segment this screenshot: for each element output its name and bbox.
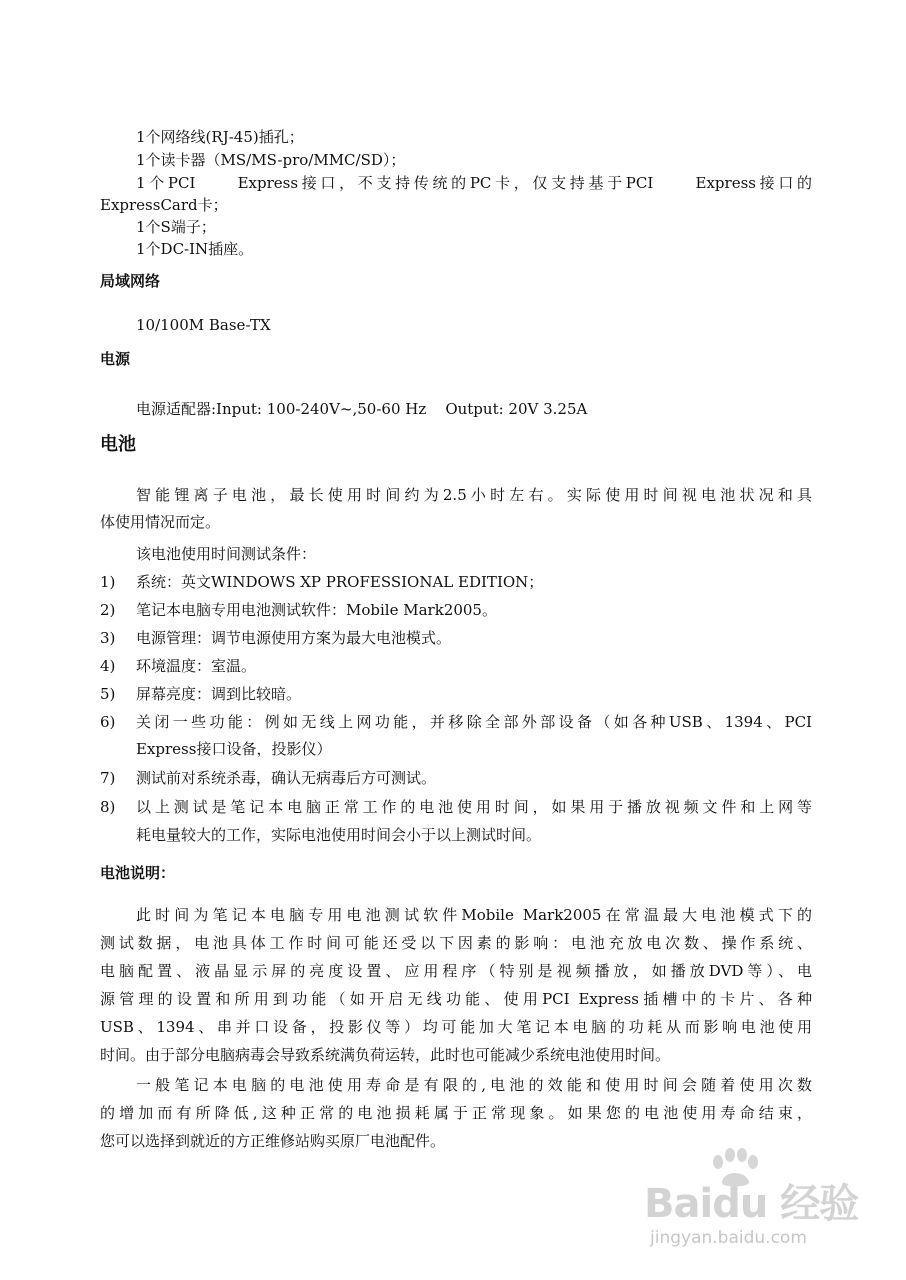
power-value: 电源适配器:Input: 100-240V~,50-60 Hz Output: 20V 3.25A <box>136 400 588 418</box>
condition-number: 1) <box>100 573 116 591</box>
condition-text-cont: Express接口设备，投影仪） <box>136 740 332 758</box>
condition-text: 系统：英文WINDOWS XP PROFESSIONAL EDITION； <box>136 573 544 591</box>
port-item-dc-in: 1个DC-IN插座。 <box>136 240 254 258</box>
lan-heading: 局域网络 <box>100 272 161 290</box>
condition-text: 屏幕亮度：调到比较暗。 <box>136 685 302 703</box>
baidu-watermark <box>640 1148 880 1258</box>
port-item-pci-express: 1个PCI Express接口，不支持传统的PC卡，仅支持基于PCI Express接口的 <box>136 174 812 192</box>
watermark-brand: Baidu 经验 <box>644 1181 859 1227</box>
paragraph-line: 源管理的设置和所用到功能（如开启无线功能、使用PCI Express插槽中的卡片、各种 <box>100 990 812 1008</box>
condition-number: 7) <box>100 769 116 787</box>
watermark-url: jingyan.baidu.com <box>650 1228 807 1248</box>
port-item-rj45: 1个网络线(RJ-45)插孔； <box>136 128 304 146</box>
port-item-pci-express-cont: ExpressCard卡； <box>100 196 228 214</box>
condition-text-cont: 耗电量较大的工作，实际电池使用时间会小于以上测试时间。 <box>136 826 542 844</box>
condition-number: 3) <box>100 629 116 647</box>
battery-desc-line-2: 体使用情况而定。 <box>100 513 221 531</box>
condition-number: 4) <box>100 657 116 675</box>
paragraph-line: 电脑配置、液晶显示屏的亮度设置、应用程序（特别是视频播放，如播放DVD等）、电 <box>100 962 812 980</box>
paragraph-line: 此时间为笔记本电脑专用电池测试软件Mobile Mark2005在常温最大电池模式下的 <box>136 906 812 924</box>
paragraph-line: 时间。由于部分电脑病毒会导致系统满负荷运转，此时也可能减少系统电池使用时间。 <box>100 1046 671 1064</box>
condition-number: 8) <box>100 798 116 816</box>
condition-text: 以上测试是笔记本电脑正常工作的电池使用时间，如果用于播放视频文件和上网等 <box>136 798 812 816</box>
port-item-s-video: 1个S端子； <box>136 218 216 236</box>
condition-number: 5) <box>100 685 116 703</box>
paragraph-line: USB、1394、串并口设备，投影仪等）均可能加大笔记本电脑的功耗从而影响电池使用 <box>100 1018 812 1036</box>
lan-value: 10/100M Base-TX <box>136 316 271 334</box>
condition-text: 测试前对系统杀毒，确认无病毒后方可测试。 <box>136 769 437 787</box>
condition-number: 6) <box>100 713 116 731</box>
conditions-title: 该电池使用时间测试条件： <box>136 545 317 563</box>
condition-text: 环境温度：室温。 <box>136 657 257 675</box>
paragraph-line: 的增加而有所降低,这种正常的电池损耗属于正常现象。如果您的电池使用寿命结束， <box>100 1104 812 1122</box>
paragraph-line: 您可以选择到就近的方正维修站购买原厂电池配件。 <box>100 1132 446 1150</box>
port-item-card-reader: 1个读卡器（MS/MS-pro/MMC/SD）； <box>136 151 406 169</box>
condition-number: 2) <box>100 601 116 619</box>
battery-desc-line-1: 智能锂离子电池，最长使用时间约为2.5小时左右。实际使用时间视电池状况和具 <box>136 486 812 504</box>
paragraph-line: 一般笔记本电脑的电池使用寿命是有限的,电池的效能和使用时间会随着使用次数 <box>136 1076 812 1094</box>
power-heading: 电源 <box>100 350 131 368</box>
condition-text: 关闭一些功能：例如无线上网功能，并移除全部外部设备（如各种USB、1394、PCI <box>136 713 812 731</box>
battery-heading: 电池 <box>100 434 136 455</box>
condition-text: 电源管理：调节电源使用方案为最大电池模式。 <box>136 629 452 647</box>
condition-text: 笔记本电脑专用电池测试软件：Mobile Mark2005。 <box>136 601 497 619</box>
paragraph-line: 测试数据，电池具体工作时间可能还受以下因素的影响：电池充放电次数、操作系统、 <box>100 934 812 952</box>
battery-notes-heading: 电池说明： <box>100 864 176 882</box>
